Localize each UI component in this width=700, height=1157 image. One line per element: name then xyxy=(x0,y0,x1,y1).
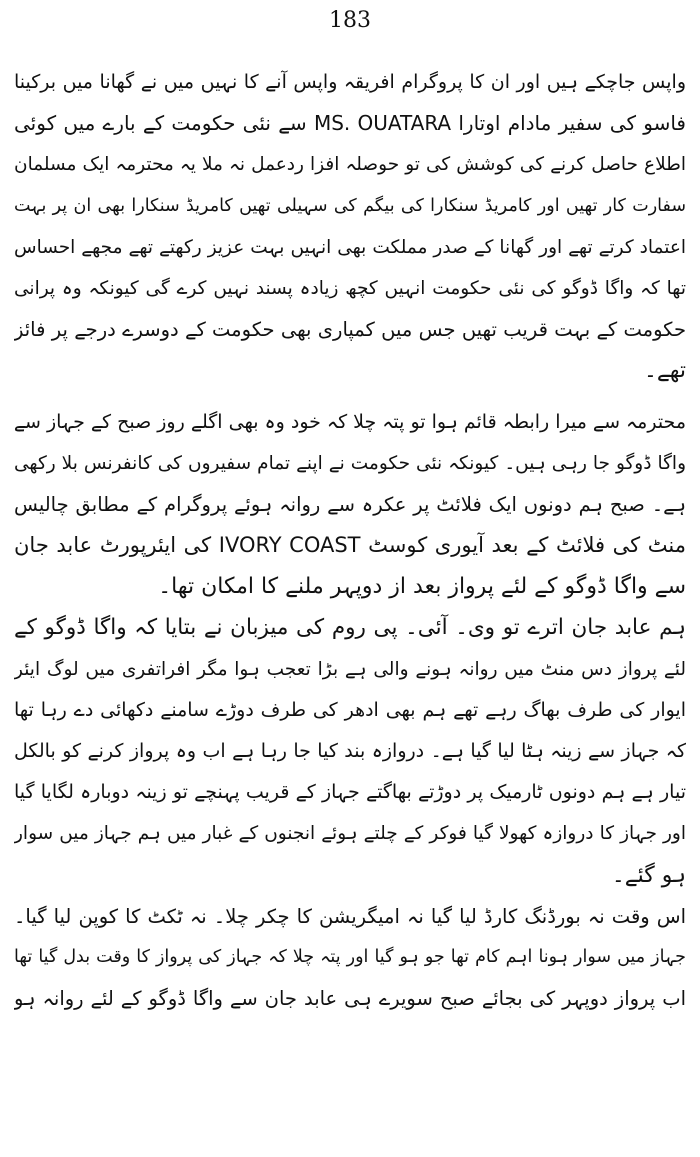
paragraph-4 xyxy=(14,896,686,1020)
text-line: تیار ہے ہم دونوں ٹارمیک پر دوڑتے بھاگتے جہاز کے قریب پہنچے تو زینہ دوبارہ لگایا گیا xyxy=(14,781,686,804)
text-line: سفارت کار تھیں اور کامریڈ سنکارا کی بیگم کی سہیلی تھیں کامریڈ سنکارا بھی ان پر بہت xyxy=(14,195,686,216)
paragraph-1 xyxy=(14,62,686,392)
text-line: ایوار کی طرف بھاگ رہے تھے ہم بھی ادھر کی طرف دوڑے سامنے دکھائی دے رہا تھا xyxy=(14,698,686,721)
text-line: ہے۔ صبح ہم دونوں ایک فلائٹ پر عکرہ سے روانہ ہوئے پروگرام کے مطابق چالیس xyxy=(14,492,686,516)
text-line: سے واگا ڈوگو کے لئے پرواز بعد از دوپہر ملنے کا امکان تھا۔ xyxy=(158,574,686,600)
page-body xyxy=(14,62,686,1019)
text-line: اعتماد کرتے تھے اور گھانا کے صدر مملکت بھی انہیں بہت عزیز رکھتے تھے مجھے احساس xyxy=(14,236,686,258)
text-line: ہم عابد جان اترے تو وی۔ آئی۔ پی روم کی میزبان نے بتایا کہ واگا ڈوگو کے xyxy=(14,615,686,641)
page-number: 183 xyxy=(329,8,371,33)
text-line: واگا ڈوگو جا رہی ہیں۔ کیونکہ نئی حکومت نے اپنے تمام سفیروں کی کانفرنس بلا رکھی xyxy=(14,452,686,474)
paragraph-3 xyxy=(14,607,686,895)
text-line: لئے پرواز دس منٹ میں روانہ ہونے والی ہے بڑا تعجب ہوا مگر افراتفری میں لوگ ایئر xyxy=(14,658,686,680)
text-line: تھے۔ xyxy=(643,358,686,384)
text-line: جہاز میں سوار ہونا اہم کام تھا جو ہو گیا اور پتہ چلا کہ جہاز کی پرواز کا وقت بدل گیا تھا xyxy=(14,946,686,967)
text-line: اب پرواز دوپہر کی بجائے صبح سویرے ہی عابد جان سے واگا ڈوگو کے لئے روانہ ہو xyxy=(14,987,686,1011)
paragraph-2 xyxy=(14,402,686,608)
text-line: اور جہاز کا دروازہ کھولا گیا فوکر کے چلتے ہوئے انجنوں کے غبار میں ہم جہاز میں سوار xyxy=(14,823,686,845)
text-line: ہو گئے۔ xyxy=(611,862,686,888)
text-line: اطلاع حاصل کرنے کی کوشش کی تو حوصلہ افزا ردعمل نہ ملا یہ محترمہ ایک مسلمان xyxy=(14,154,686,176)
text-line: اس وقت نہ بورڈنگ کارڈ لیا گیا نہ امیگریشن کا چکر چلا۔ نہ ٹکٹ کا کوپن لیا گیا۔ xyxy=(14,904,686,928)
text-line: کہ جہاز سے زینہ ہٹا لیا گیا ہے۔ دروازہ بند کیا جا رہا ہے اب وہ پرواز کرنے کو بالکل xyxy=(14,740,686,762)
text-line: محترمہ سے میرا رابطہ قائم ہوا تو پتہ چلا کہ خود وہ بھی اگلے روز صبح کے جہاز سے xyxy=(14,410,686,433)
text-line: واپس جاچکے ہیں اور ان کا پروگرام افریقہ واپس آنے کا نہیں میں نے گھانا میں برکینا xyxy=(14,71,686,93)
text-line: حکومت کے بہت قریب تھیں جس میں کمپاری بھی حکومت کے دوسرے درجے پر فائز xyxy=(14,318,686,342)
text-line: تھا کہ واگا ڈوگو کی نئی حکومت انہیں کچھ زیادہ پسند نہیں کرے گی کیونکہ وہ پرانی xyxy=(14,277,686,299)
text-line: فاسو کی سفیر مادام اوتارا MS. OUATARA سے نئی حکومت کے بارے میں کوئی xyxy=(14,111,686,136)
text-line: منٹ کی فلائٹ کے بعد آیوری کوسٹ IVORY COAST کی ایئرپورٹ عابد جان xyxy=(14,533,686,558)
